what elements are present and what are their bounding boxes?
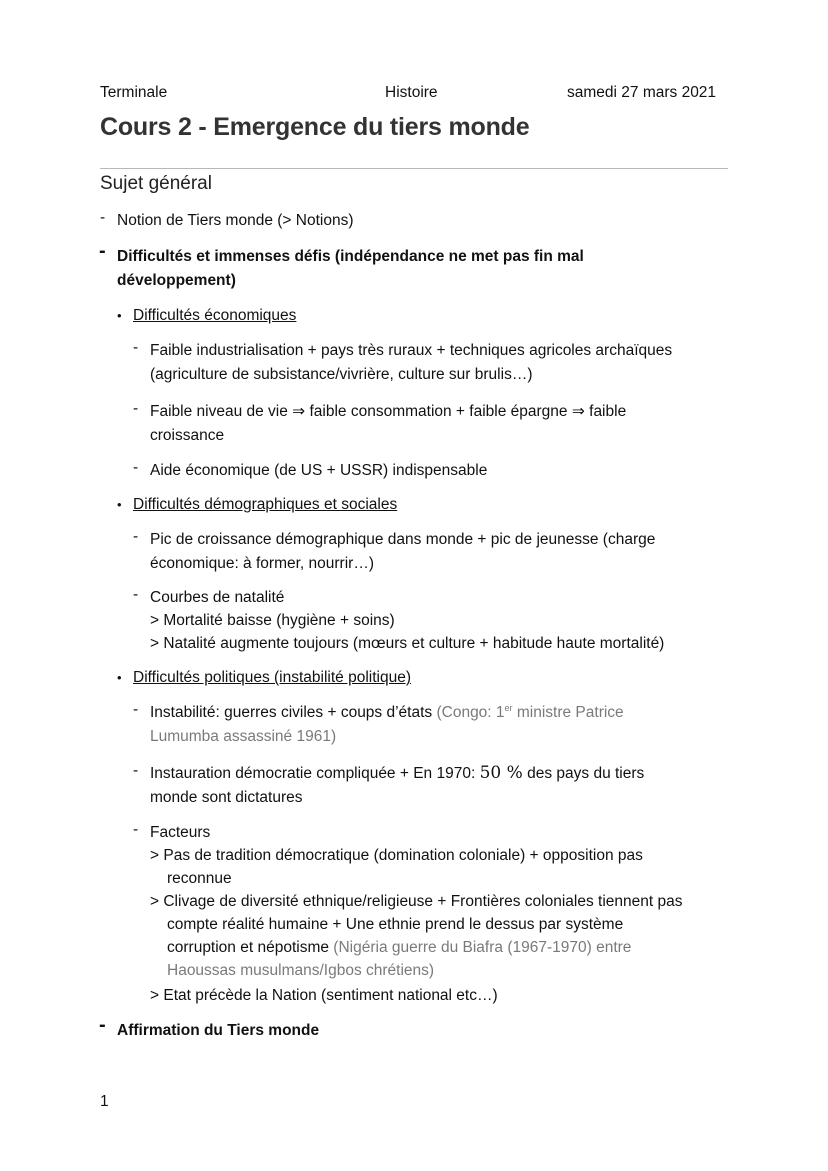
- pol-1-text: Instabilité: guerres civiles + coups d’états: [150, 704, 437, 721]
- pol-1-aside: (Congo: 1: [436, 704, 505, 721]
- bullet-marker: •: [117, 497, 122, 512]
- list-item-notion: Notion de Tiers monde (> Notions): [117, 212, 354, 229]
- bullet-marker: •: [117, 670, 122, 685]
- list-item-demo-2b: > Natalité augmente toujours (mœurs et culture + habitude haute mortalité): [150, 635, 665, 652]
- bullet-marker: •: [117, 308, 122, 323]
- dash-marker: -: [133, 339, 139, 356]
- dash-marker: -: [133, 762, 139, 779]
- pol-1-sup: er: [504, 702, 513, 713]
- dash-marker: -: [99, 240, 106, 262]
- factor-1-cont: reconnue: [167, 870, 232, 887]
- factor-2: > Clivage de diversité ethnique/religieuse + Frontières coloniales tiennent pas: [150, 893, 683, 910]
- list-item-demo-2: Courbes de natalité: [150, 589, 285, 606]
- list-item-pol-1: [150, 701, 624, 724]
- dash-marker: -: [133, 701, 139, 718]
- factor-2-text: corruption et népotisme: [167, 939, 334, 956]
- list-item-pol-3: Facteurs: [150, 824, 211, 841]
- header-subject: Histoire: [385, 84, 438, 101]
- list-item-eco-3: Aide économique (de US + USSR) indispensable: [150, 462, 488, 479]
- pol-2-text: Instauration démocratie compliquée + En 1970:: [150, 765, 480, 782]
- dash-marker: -: [133, 459, 139, 476]
- list-item-demo-1: Pic de croissance démographique dans monde + pic de jeunesse (charge: [150, 531, 656, 548]
- pol-1-aside-end: ministre Patrice: [512, 704, 624, 721]
- subsection-political: Difficultés politiques (instabilité politique): [133, 669, 411, 686]
- dash-marker: -: [100, 209, 106, 226]
- list-item-pol-2-cont: monde sont dictatures: [150, 789, 303, 806]
- factor-2-cont: compte réalité humaine + Une ethnie prend le dessus par système: [167, 916, 624, 933]
- dash-marker: -: [133, 528, 139, 545]
- header-date: samedi 27 mars 2021: [567, 84, 717, 101]
- factor-3: > Etat précède la Nation (sentiment national etc…): [150, 987, 498, 1004]
- header-level: Terminale: [100, 84, 168, 101]
- pol-2-text-end: des pays du tiers: [522, 765, 645, 782]
- list-item-pol-1-cont: Lumumba assassiné 1961): [150, 728, 337, 745]
- factor-1: > Pas de tradition démocratique (domination coloniale) + opposition pas: [150, 847, 643, 864]
- list-item-eco-2: Faible niveau de vie ⇒ faible consommation + faible épargne ⇒ faible: [150, 403, 627, 420]
- list-item-demo-2a: > Mortalité baisse (hygiène + soins): [150, 612, 395, 629]
- dash-marker: -: [99, 1014, 106, 1036]
- subsection-economic: Difficultés économiques: [133, 307, 297, 324]
- list-item-pol-2: [150, 762, 644, 785]
- dash-marker: -: [133, 400, 139, 417]
- factor-2-aside: (Nigéria guerre du Biafra (1967-1970) entre: [333, 939, 632, 956]
- pol-2-percent: 50 %: [479, 763, 523, 783]
- list-item-difficultes-cont: développement): [117, 272, 236, 289]
- list-item-eco-1-cont: (agriculture de subsistance/vivrière, culture sur brulis…): [150, 366, 533, 383]
- page-title: Cours 2 - Emergence du tiers monde: [100, 113, 530, 141]
- subsection-demographic: Difficultés démographiques et sociales: [133, 496, 398, 513]
- dash-marker: -: [133, 586, 139, 603]
- list-item-difficultes: Difficultés et immenses défis (indépendance ne met pas fin mal: [117, 248, 584, 265]
- list-item-eco-2-cont: croissance: [150, 427, 225, 444]
- factor-2-cont2: [167, 936, 631, 959]
- title-divider: [100, 168, 728, 169]
- section-heading: Sujet général: [100, 173, 212, 194]
- factor-2-aside-cont: Haoussas musulmans/Igbos chrétiens): [167, 962, 435, 979]
- list-item-eco-1: Faible industrialisation + pays très ruraux + techniques agricoles archaïques: [150, 342, 673, 359]
- list-item-affirmation: Affirmation du Tiers monde: [117, 1022, 320, 1039]
- page-number: 1: [100, 1093, 109, 1110]
- list-item-demo-1-cont: économique: à former, nourrir…): [150, 555, 374, 572]
- dash-marker: -: [133, 821, 139, 838]
